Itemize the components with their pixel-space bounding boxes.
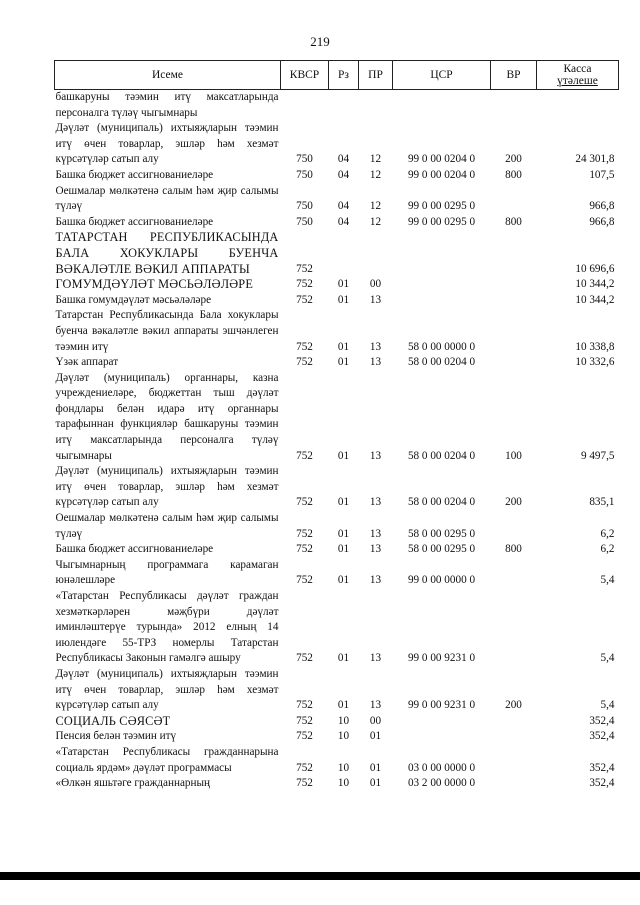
table-cell-pr: 13: [369, 449, 382, 462]
table-cell-name: Оешмалар мөлкәтенә салым һәм җир салымы түләү: [55, 184, 279, 213]
section-heading-row: [55, 714, 619, 730]
table-cell-vr: [491, 745, 537, 776]
table-cell-kvsr: 752: [296, 574, 313, 587]
table-cell-pr: 01: [369, 761, 382, 774]
table-cell-rz: 04: [337, 153, 350, 166]
table-cell-rz: 01: [337, 699, 350, 712]
table-cell-name: Оешмалар мөлкәтенә салым һәм җир салымы түләү: [55, 512, 279, 540]
table-cell-vr: [491, 90, 537, 122]
table-cell-kvsr: 750: [296, 168, 313, 181]
table-cell-kvsr: 752: [296, 527, 313, 540]
table-cell-pr: 13: [369, 293, 382, 306]
table-cell-pr: 12: [369, 168, 382, 181]
table-cell-rz: 04: [337, 168, 350, 181]
table-cell-pr: 13: [369, 340, 382, 353]
table-cell-rz: 01: [337, 449, 350, 462]
table-cell-name: Дәүләт (муниципаль) ихтыяҗларын тәэмин итү өчен товарлар, эшләр һәм хезмәт күрсәтүләр сатып алу: [55, 465, 279, 509]
table-cell-kassa: 835,1: [589, 496, 615, 509]
table-cell-kassa: [537, 90, 619, 122]
kassa-label-line2: үтәлеше: [557, 75, 598, 87]
table-cell-kvsr: 752: [296, 293, 313, 306]
table-cell-vr: [491, 277, 537, 293]
table-cell-rz: 01: [337, 527, 350, 540]
table-cell-kassa: 24 301,8: [575, 153, 615, 166]
table-row: [55, 542, 619, 558]
table-cell-name: Башка бюджет ассигнованиеләре: [55, 168, 214, 181]
table-cell-kvsr: 752: [296, 262, 313, 275]
table-cell-vr: [491, 230, 537, 277]
table-row: [55, 667, 619, 714]
table-cell-vr: [491, 776, 537, 792]
table-cell-pr: 12: [369, 200, 382, 213]
table-cell-vr: [491, 355, 537, 371]
table-cell-kassa: 966,8: [589, 200, 615, 213]
table-cell-csr: 99 0 00 0295 0: [407, 200, 476, 213]
table-cell-rz: 10: [337, 714, 350, 727]
table-cell-kassa: 352,4: [589, 777, 615, 790]
table-row: [55, 776, 619, 792]
table-cell-csr: 99 0 00 0204 0: [407, 153, 476, 166]
table-cell-kvsr: 752: [296, 652, 313, 665]
table-cell-rz: [329, 90, 359, 122]
table-cell-kvsr: 750: [296, 200, 313, 213]
table-cell-kassa: 5,4: [600, 699, 615, 712]
table-cell-pr: 13: [369, 356, 382, 369]
table-cell-pr: [359, 230, 393, 277]
table-cell-pr: 00: [369, 714, 382, 727]
section-heading-row: [55, 230, 619, 277]
table-cell-kvsr: 750: [296, 153, 313, 166]
table-cell-name: Дәүләт (муниципаль) ихтыяҗларын тәэмин итү өчен товарлар, эшләр һәм хезмәт күрсәтүләр сатып алу: [55, 667, 279, 712]
bottom-scan-border: [0, 872, 640, 880]
table-cell-csr: 58 0 00 0204 0: [407, 496, 476, 509]
table-cell-kassa: 10 344,2: [575, 293, 615, 306]
table-cell-kvsr: 752: [296, 699, 313, 712]
table-header: [55, 61, 619, 90]
table-cell-vr: [491, 293, 537, 309]
table-cell-vr: [491, 714, 537, 730]
table-cell-name: ГОМУМДӘҮЛӘТ МӘСЬӘЛӘЛӘРЕ: [55, 277, 254, 292]
table-cell-pr: [359, 90, 393, 122]
table-cell-csr: [393, 714, 491, 730]
table-cell-kvsr: 752: [296, 496, 313, 509]
table-cell-csr: 99 0 00 9231 0: [407, 699, 476, 712]
table-cell-csr: 58 0 00 0295 0: [407, 527, 476, 540]
table-cell-name: «Татарстан Республикасы гражданнарына социаль ярдәм» дәүләт программасы: [55, 745, 279, 774]
table-cell-vr: 200: [505, 496, 522, 509]
table-cell-name: «Татарстан Республикасы дәүләт граждан хезмәткәрләрен мәҗбүри дәүләт иминләштерүе турында» 2012 елның 14 июлендәге 55-ТРЗ номерлы Татарстан Республикасы Законын гамәлгә ашыру: [55, 590, 279, 665]
table-cell-kassa: 10 332,6: [575, 356, 615, 369]
table-cell-vr: 800: [505, 215, 522, 228]
table-cell-rz: 01: [337, 293, 350, 306]
table-cell-name: Татарстан Республикасында Бала хокуклары буенча вәкаләтле вәкил аппараты эшчәнлеген тәэмин итү: [55, 309, 279, 353]
table-row: [55, 371, 619, 465]
table-cell-rz: 01: [337, 574, 350, 587]
table-cell-csr: 58 0 00 0295 0: [407, 543, 476, 556]
table-cell-kvsr: 752: [296, 714, 313, 727]
table-cell-kassa: 352,4: [589, 761, 615, 774]
table-cell-vr: 800: [505, 168, 522, 181]
table-cell-kvsr: 750: [296, 215, 313, 228]
table-cell-pr: 13: [369, 652, 382, 665]
table-cell-kassa: 10 344,2: [575, 278, 615, 291]
table-cell-rz: 01: [337, 356, 350, 369]
column-header-csr: ЦСР: [393, 61, 491, 90]
table-cell-vr: [491, 558, 537, 589]
table-cell-vr: 100: [505, 449, 522, 462]
table-cell-csr: 99 0 00 9231 0: [407, 652, 476, 665]
table-cell-pr: 12: [369, 153, 382, 166]
table-cell-rz: 04: [337, 200, 350, 213]
table-cell-name: СОЦИАЛЬ СӘЯСӘТ: [55, 713, 171, 728]
table-cell-name: Үзәк аппарат: [55, 356, 119, 369]
table-cell-csr: 58 0 00 0204 0: [407, 356, 476, 369]
table-cell-pr: 13: [369, 543, 382, 556]
table-cell-kassa: 966,8: [589, 215, 615, 228]
table-cell-rz: 10: [337, 761, 350, 774]
table-cell-rz: 01: [337, 652, 350, 665]
page-number: 219: [310, 34, 330, 49]
table-cell-kassa: 352,4: [589, 714, 615, 727]
table-cell-pr: 01: [369, 730, 382, 743]
table-row: [55, 308, 619, 355]
budget-table: [54, 60, 619, 792]
table-cell-csr: [393, 277, 491, 293]
table-cell-pr: 00: [369, 278, 382, 291]
column-header-rz: Рз: [329, 61, 359, 90]
table-row: [55, 729, 619, 745]
table-cell-pr: 12: [369, 215, 382, 228]
table-cell-pr: 01: [369, 777, 382, 790]
table-cell-rz: [329, 230, 359, 277]
table-cell-csr: 58 0 00 0000 0: [407, 340, 476, 353]
table-cell-kvsr: 752: [296, 777, 313, 790]
table-cell-kassa: 107,5: [589, 168, 615, 181]
table-row: [55, 215, 619, 231]
table-cell-csr: [393, 293, 491, 309]
table-cell-csr: 99 0 00 0295 0: [407, 215, 476, 228]
table-cell-rz: 10: [337, 777, 350, 790]
table-cell-csr: 03 0 00 0000 0: [407, 761, 476, 774]
table-cell-rz: 01: [337, 278, 350, 291]
table-cell-kvsr: 752: [296, 761, 313, 774]
table-cell-kassa: 5,4: [600, 574, 615, 587]
column-header-kassa: [537, 61, 619, 90]
table-cell-csr: 03 2 00 0000 0: [407, 777, 476, 790]
table-cell-name: Башка бюджет ассигнованиеләре: [55, 543, 214, 556]
table-cell-name: Башка гомумдәүләт мәсьәләләре: [55, 293, 212, 306]
table-row: [55, 168, 619, 184]
table-cell-kvsr: 752: [296, 356, 313, 369]
table-cell-kassa: 9 497,5: [580, 449, 615, 462]
table-row: [55, 184, 619, 215]
table-cell-kassa: 10 338,8: [575, 340, 615, 353]
table-row: [55, 90, 619, 122]
table-cell-rz: 04: [337, 215, 350, 228]
table-cell-kassa: 352,4: [589, 730, 615, 743]
table-cell-name: Дәүләт (муниципаль) ихтыяҗларын тәэмин итү өчен товарлар, эшләр һәм хезмәт күрсәтүләр сатып алу: [55, 122, 279, 166]
table-cell-kvsr: [281, 90, 329, 122]
table-cell-kassa: 5,4: [600, 652, 615, 665]
table-cell-kvsr: 752: [296, 340, 313, 353]
table-row: [55, 558, 619, 589]
table-row: [55, 293, 619, 309]
table-cell-kassa: 6,2: [600, 527, 615, 540]
table-cell-pr: 13: [369, 574, 382, 587]
table-cell-pr: 13: [369, 699, 382, 712]
table-cell-name: Пенсия белән тәэмин итү: [55, 730, 177, 743]
table-row: [55, 355, 619, 371]
table-cell-csr: 99 0 00 0204 0: [407, 168, 476, 181]
table-cell-vr: 200: [505, 153, 522, 166]
table-cell-name: ТАТАРСТАН РЕСПУБЛИКАСЫНДА БАЛА ХОКУКЛАРЫ БУЕНЧА ВӘКАЛӘТЛЕ ВӘКИЛ АППАРАТЫ: [55, 230, 279, 276]
column-header-kvsr: КВСР: [281, 61, 329, 90]
table-cell-csr: [393, 729, 491, 745]
table-cell-kvsr: 752: [296, 449, 313, 462]
column-header-name: Исеме: [55, 61, 281, 90]
table-cell-kassa: 6,2: [600, 543, 615, 556]
table-cell-kassa: 10 696,6: [575, 262, 615, 275]
table-cell-rz: 01: [337, 340, 350, 353]
table-cell-pr: 13: [369, 496, 382, 509]
table-body: [55, 90, 619, 792]
table-cell-name: «Өлкән яшьтәге гражданнарның: [55, 777, 210, 790]
table-cell-csr: [393, 230, 491, 277]
table-row: [55, 511, 619, 542]
table-cell-vr: 800: [505, 543, 522, 556]
table-row: [55, 589, 619, 667]
table-cell-rz: 10: [337, 730, 350, 743]
kassa-label-line1: Касса: [563, 63, 592, 75]
table-cell-name: башкаруны тәэмин итү максатларында персоналга түләү чыгымнары: [55, 91, 279, 119]
table-cell-name: Башка бюджет ассигнованиеләре: [55, 215, 214, 228]
table-row: [55, 745, 619, 776]
column-header-pr: ПР: [359, 61, 393, 90]
table-cell-csr: 99 0 00 0000 0: [407, 574, 476, 587]
table-cell-name: Дәүләт (муниципаль) органнары, казна учреждениеләре, бюджеттан тыш дәүләт фондлары белән идарә итү органнары тарафыннан функцияләр башкаруны тәэмин итү максатларында персоналга түләү чыгымнары: [55, 371, 279, 462]
table-cell-pr: 13: [369, 527, 382, 540]
table-cell-vr: 200: [505, 699, 522, 712]
table-cell-vr: [491, 511, 537, 542]
table-cell-vr: [491, 308, 537, 355]
table-row: [55, 464, 619, 511]
table-cell-csr: 58 0 00 0204 0: [407, 449, 476, 462]
table-cell-rz: 01: [337, 496, 350, 509]
column-header-vr: ВР: [491, 61, 537, 90]
section-heading-row: [55, 277, 619, 293]
table-cell-vr: [491, 729, 537, 745]
table-cell-name: Чыгымнарның программага карамаган юнәлешләре: [55, 558, 279, 587]
table-row: [55, 121, 619, 168]
table-cell-rz: 01: [337, 543, 350, 556]
table-cell-vr: [491, 589, 537, 667]
table-cell-vr: [491, 184, 537, 215]
table-cell-csr: [393, 90, 491, 122]
table-cell-kvsr: 752: [296, 543, 313, 556]
table-cell-kvsr: 752: [296, 278, 313, 291]
table-cell-kvsr: 752: [296, 730, 313, 743]
